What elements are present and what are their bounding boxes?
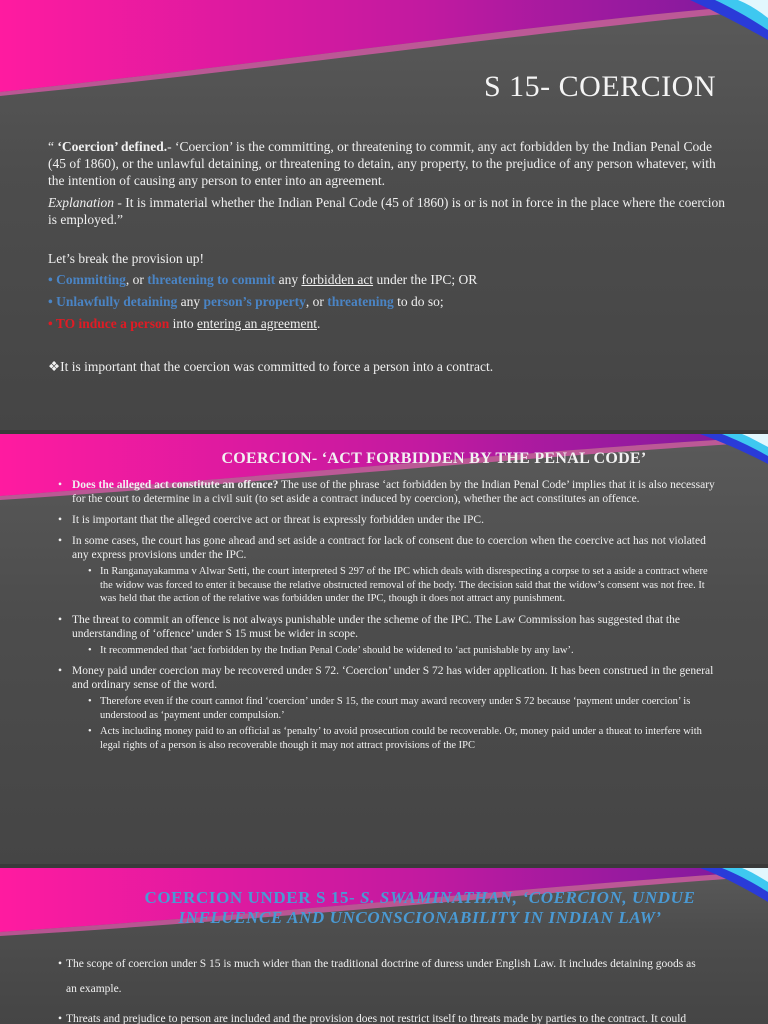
bullet-list	[58, 952, 708, 1024]
bullet-underlined: forbidden act	[301, 272, 374, 287]
list-item	[58, 478, 723, 506]
sub-list-item: • It recommended that ‘act forbidden by the Indian Penal Code’ should be widened to ‘act punishable by any law’.	[72, 644, 723, 658]
sub-list	[72, 695, 723, 752]
title-citation: S. SWAMINATHAN, ‘COERCION, UNDUE INFLUENCE AND UNCONSCIONABILITY IN INDIAN LAW’	[178, 888, 696, 927]
bullet-underlined: entering an agreement	[197, 316, 317, 331]
sub-list-item: • Therefore even if the court cannot find ‘coercion’ under S 15, the court may award recovery under S 72 because ‘payment under coercion’ is understood as ‘payment under compulsion.’	[72, 695, 723, 722]
bullet-term: threatening	[327, 294, 394, 309]
bullet-text: any	[177, 294, 204, 309]
bullet-detaining: • Unlawfully detaining any person’s property, or threatening to do so;	[48, 294, 444, 309]
bullet-term: person’s property	[203, 294, 306, 309]
bullet-text: under the IPC; OR	[373, 272, 478, 287]
sub-list-item: • In Ranganayakamma v Alwar Setti, the court interpreted S 297 of the IPC which deals with disrespecting a corpse to set a aside a contract where the widow was forced to enter it because the relative obstructed removal of the body. The decision said that the widow’s consent was not free. It was held that the action of the relative was forbidden under the IPC, though it does not attract any punishment.	[72, 565, 723, 606]
slide-body	[48, 138, 728, 380]
list-item	[58, 664, 723, 752]
bullet-text: into	[169, 316, 198, 331]
title-part: COERCION UNDER S 15-	[144, 888, 361, 907]
slide-swaminathan	[0, 868, 768, 1024]
list-item-text: In some cases, the court has gone ahead and set aside a contract for lack of consent due to coercion when the coercive act has not violated any express provisions under the IPC.	[72, 535, 706, 561]
quote-open: “	[48, 139, 58, 154]
explanation-text: - It is immaterial whether the Indian Penal Code (45 of 1860) is or is not in force in the place where the coercion is employed.”	[48, 195, 726, 227]
bullet-term: TO induce a person	[55, 316, 170, 331]
list-item-text: The use of the phrase ‘act forbidden by the Indian Penal Code’ implies that it is also necessary for the court to determine in a civil suit (to set aside a contract induced by coercion), whether the act constitutes an offence.	[72, 479, 715, 505]
list-item: • It is important that the alleged coercive act or threat is expressly forbidden under the IPC.	[58, 513, 723, 527]
break-intro: Let’s break the provision up!	[48, 251, 204, 266]
definition-paragraph	[48, 138, 728, 189]
bullet-term: Committing	[56, 272, 126, 287]
slide-title: S 15- COERCION	[483, 70, 716, 103]
definition-lead: ‘Coercion’ defined.	[57, 139, 168, 154]
bullet-committing: • Committing, or threatening to commit any forbidden act under the IPC; OR	[48, 272, 478, 287]
list-item-text: Money paid under coercion may be recovered under S 72. ‘Coercion’ under S 72 has wider application. It has been construed in the general and ordinary sense of the word.	[72, 665, 714, 691]
explanation-lead: Explanation	[48, 195, 114, 210]
sub-list	[72, 644, 723, 658]
bullet-text: to do so;	[393, 294, 444, 309]
definition-text: - ‘Coercion’ is the committing, or threatening to commit, any act forbidden by the Indian Penal Code (45 of 1860), or the unlawful detaining, or threatening to detain, any property, to the prejudice of any person whatever, with the intention of causing any person to enter into an agreement.	[48, 139, 716, 188]
list-item	[58, 534, 723, 606]
list-item	[58, 613, 723, 658]
explanation-paragraph	[48, 194, 728, 228]
list-item: • The scope of coercion under S 15 is much wider than the traditional doctrine of duress under English Law. It includes detaining goods as an example.	[58, 952, 708, 1002]
bullet-induce: • TO induce a person into entering an agreement.	[48, 316, 321, 331]
sub-list-item: • Acts including money paid to an official as ‘penalty’ to avoid prosecution could be recoverable. Or, money paid under a thueat to interfere with legal rights of a person is also recoverable though it may not attract provisions of the IPC	[72, 725, 723, 752]
bullet-text: any	[275, 272, 302, 287]
bullet-term: threatening to commit	[147, 272, 276, 287]
bullet-text: .	[316, 316, 321, 331]
bullet-text: , or	[125, 272, 148, 287]
bullet-text: , or	[305, 294, 328, 309]
slide-title	[110, 888, 730, 928]
slide-coercion-definition	[0, 0, 768, 430]
list-item-lead: Does the alleged act constitute an offence?	[72, 479, 279, 491]
bullet-list	[58, 478, 723, 759]
bullet-term: Unlawfully detaining	[56, 294, 178, 309]
slide-title: COERCION- ‘ACT FORBIDDEN BY THE PENAL CODE’	[221, 450, 647, 467]
important-note: ❖It is important that the coercion was committed to force a person into a contract.	[48, 359, 494, 374]
list-item: • Threats and prejudice to person are included and the provision does not restrict itself to threats made by parties to the contract. It could	[58, 1007, 708, 1024]
sub-list	[72, 565, 723, 606]
list-item-text: The threat to commit an offence is not always punishable under the scheme of the IPC. The Law Commission has suggested that the understanding of ‘offence’ under S 15 must be wider in scope.	[72, 613, 680, 640]
slide-act-forbidden	[0, 434, 768, 864]
